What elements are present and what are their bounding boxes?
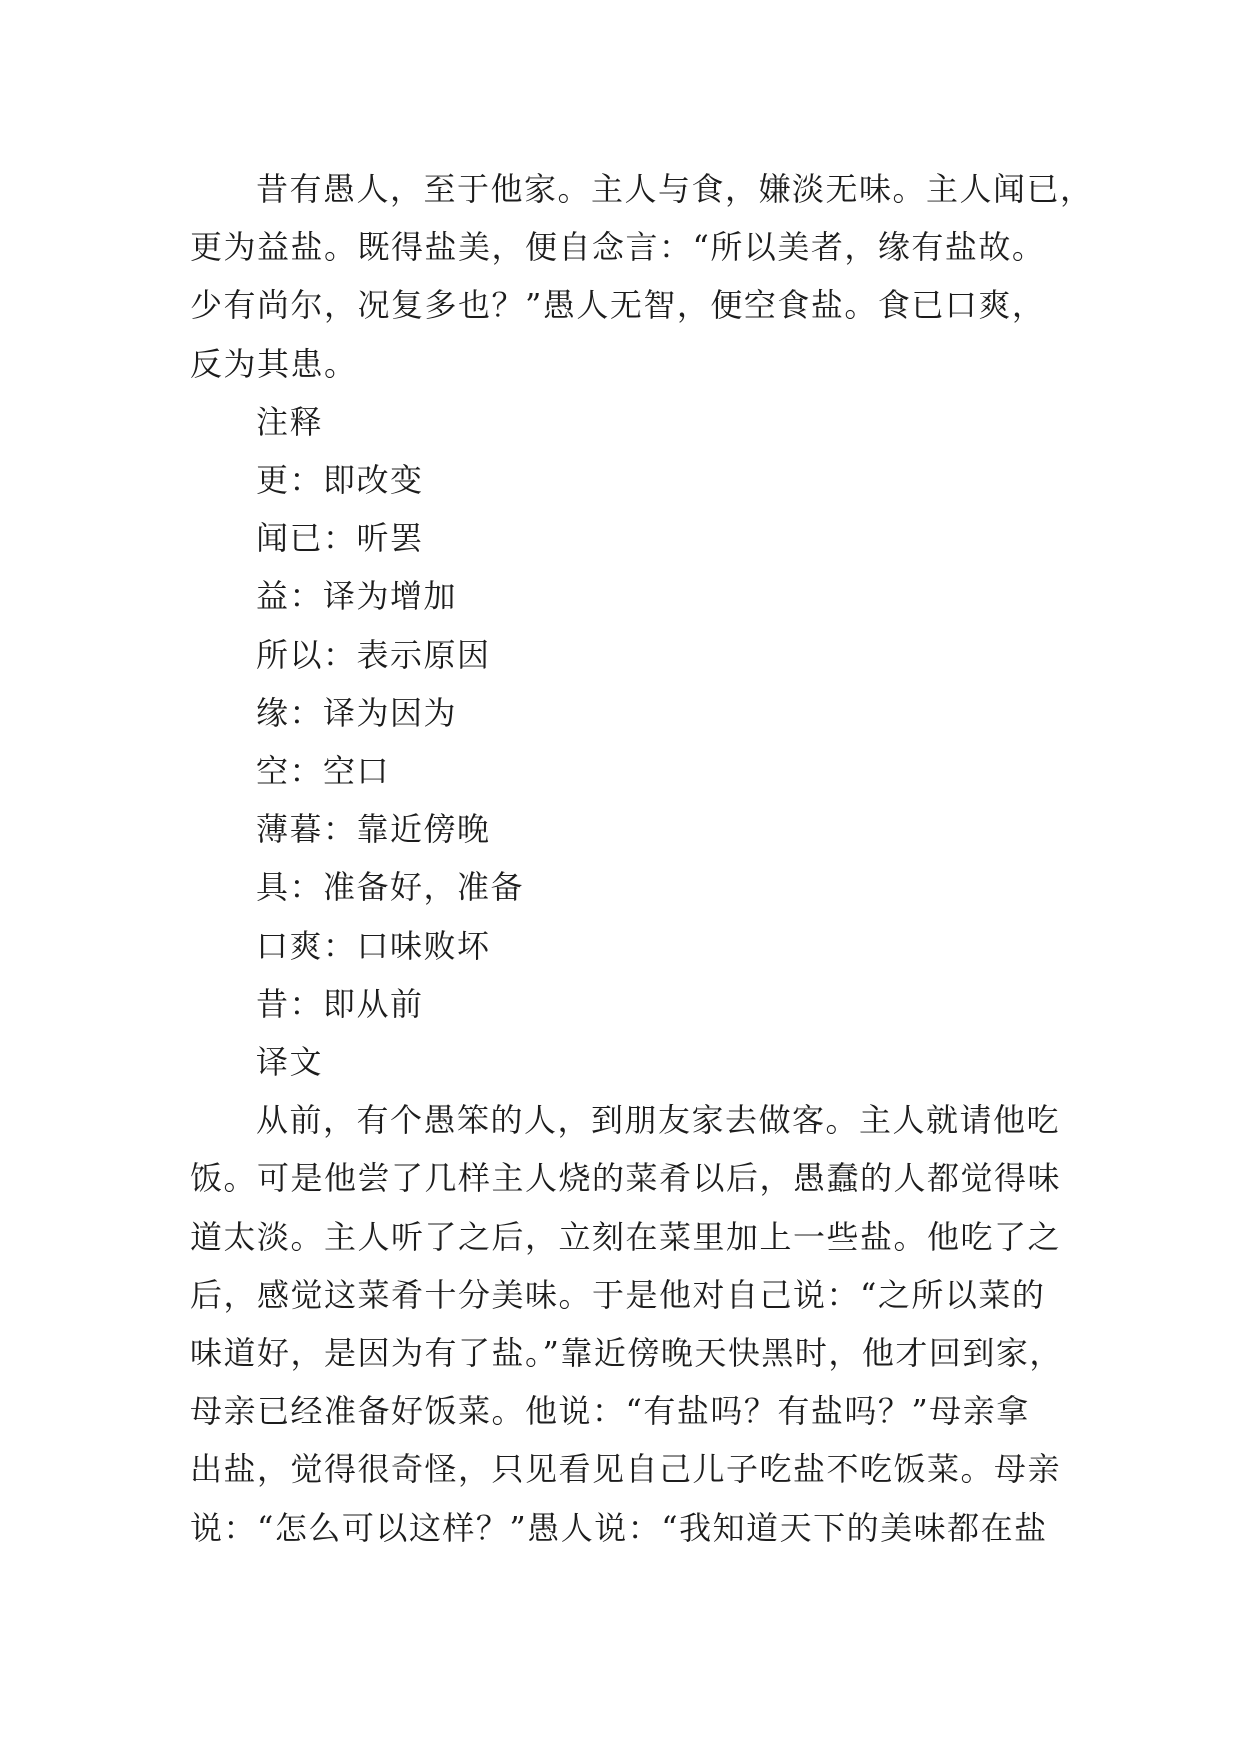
text-line: 从前，有个愚笨的人，到朋友家去做客。主人就请他吃 [256, 1101, 1061, 1140]
note-item: 口爽：口味败坏 [256, 926, 491, 965]
note-item: 薄暮：靠近傍晚 [256, 810, 491, 849]
translation-heading: 译文 [256, 1043, 324, 1082]
text-line: 饭。可是他尝了几样主人烧的菜肴以后，愚蠢的人都觉得味 [190, 1159, 1062, 1198]
note-item: 闻已：听罢 [256, 519, 424, 558]
note-item: 益：译为增加 [256, 577, 458, 616]
text-line: 后，感觉这菜肴十分美味。于是他对自己说：“之所以菜的 [190, 1275, 1046, 1314]
document-body [190, 160, 1094, 1557]
note-item: 昔：即从前 [256, 984, 424, 1023]
text-line: 更为益盐。既得盐美，便自念言：“所以美者，缘有盐故。 [190, 228, 1046, 267]
text-line: 出盐，觉得很奇怪，只见看见自己儿子吃盐不吃饭菜。母亲 [190, 1450, 1062, 1489]
text-line: 昔有愚人，至于他家。主人与食，嫌淡无味。主人闻已， [256, 170, 1094, 208]
original-text-paragraph [190, 160, 1094, 393]
text-line: 道太淡。主人听了之后，立刻在菜里加上一些盐。他吃了之 [190, 1217, 1062, 1256]
notes-heading: 注释 [256, 402, 324, 441]
note-item: 所以：表示原因 [256, 635, 491, 674]
text-line: 味道好，是因为有了盐。”靠近傍晚天快黑时，他才回到家， [190, 1334, 1063, 1373]
note-item: 具：准备好，准备 [256, 868, 525, 907]
translation-paragraph [190, 1091, 1065, 1557]
text-line: 反为其患。 [190, 344, 358, 383]
text-line: 说：“怎么可以这样？”愚人说：“我知道天下的美味都在盐 [190, 1508, 1048, 1547]
note-item: 缘：译为因为 [256, 693, 458, 732]
note-item: 空：空口 [256, 752, 391, 791]
text-line: 母亲已经准备好饭菜。他说：“有盐吗？有盐吗？”母亲拿 [190, 1392, 1030, 1431]
note-item: 更：即改变 [256, 461, 424, 500]
text-line: 少有尚尔，况复多也？”愚人无智，便空食盐。食已口爽， [190, 286, 1046, 325]
